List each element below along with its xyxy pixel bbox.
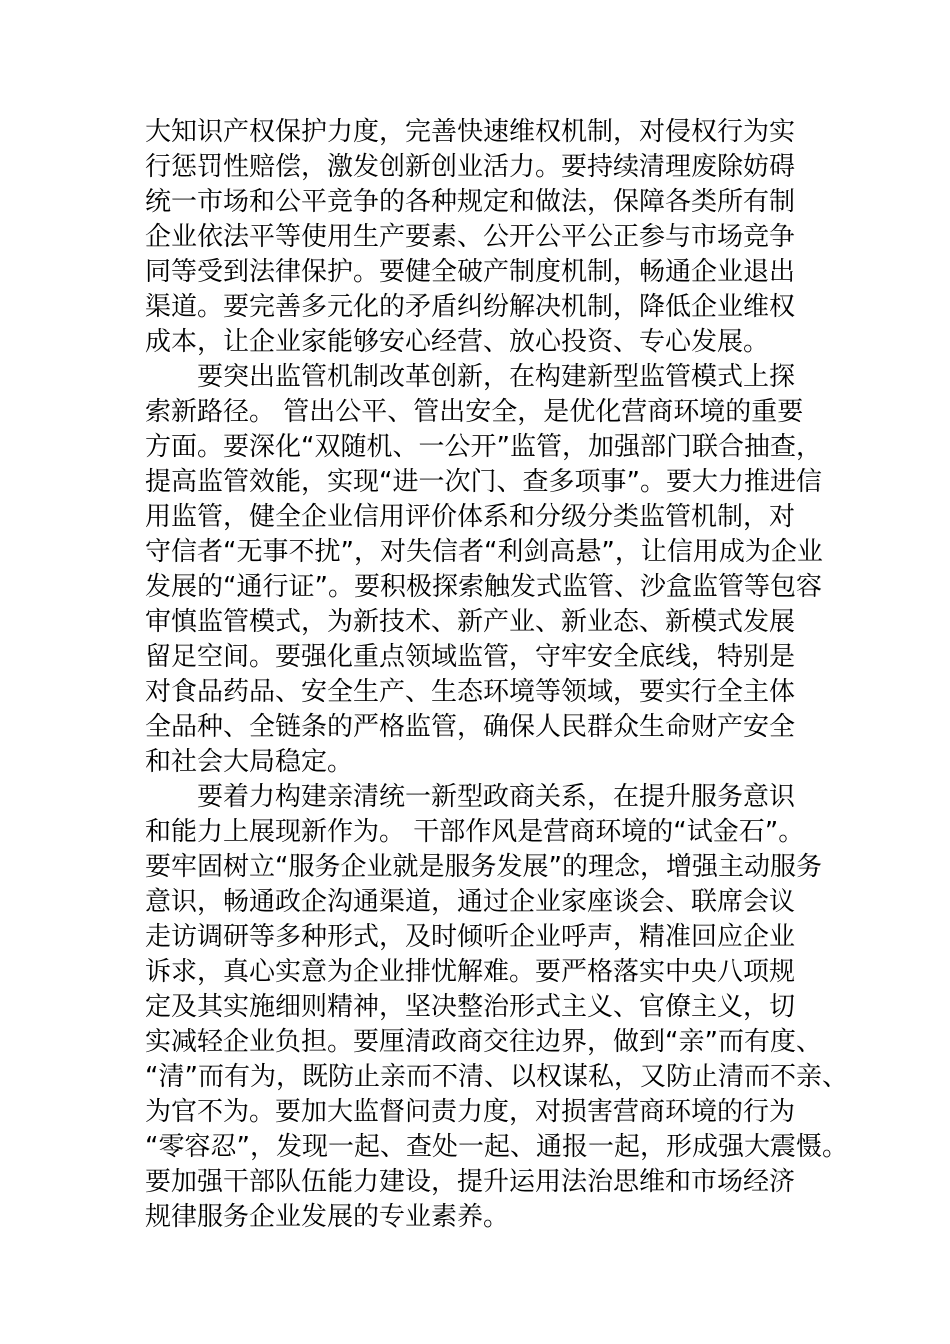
text-line: 要牢固树立“服务企业就是服务发展”的理念，增强主动服务 xyxy=(145,852,822,882)
text-line: “零容忍”，发现一起、查处一起、通报一起，形成强大震慑。 xyxy=(145,1132,848,1162)
text-line: 大知识产权保护力度，完善快速维权机制，对侵权行为实 xyxy=(145,117,796,147)
text-line: 留足空间。要强化重点领域监管，守牢安全底线，特别是 xyxy=(145,642,796,672)
text-line: 守信者“无事不扰”，对失信者“利剑高悬”，让信用成为企业 xyxy=(145,537,823,567)
text-line: 行惩罚性赔偿，激发创新创业活力。要持续清理废除妨碍 xyxy=(145,152,796,182)
text-line: 索新路径。 管出公平、管出安全，是优化营商环境的重要 xyxy=(145,397,804,427)
text-line: 和能力上展现新作为。 干部作风是营商环境的“试金石”。 xyxy=(145,817,805,847)
text-line: 成本，让企业家能够安心经营、放心投资、专心发展。 xyxy=(145,327,770,357)
text-line: 渠道。要完善多元化的矛盾纠纷解决机制，降低企业维权 xyxy=(145,292,796,322)
text-line: 和社会大局稳定。 xyxy=(145,747,354,777)
text-line: 发展的“通行证”。要积极探索触发式监管、沙盒监管等包容 xyxy=(145,572,822,602)
text-line: 企业依法平等使用生产要素、公开公平公正参与市场竞争 xyxy=(145,222,796,252)
text-line: 用监管，健全企业信用评价体系和分级分类监管机制，对 xyxy=(145,502,796,532)
text-line: 对食品药品、安全生产、生态环境等领域，要实行全主体 xyxy=(145,677,796,707)
paragraph-government-business-relations xyxy=(145,780,848,1235)
text-line: 统一市场和公平竞争的各种规定和做法，保障各类所有制 xyxy=(145,187,796,217)
text-line: 定及其实施细则精神，坚决整治形式主义、官僚主义，切 xyxy=(145,992,796,1022)
text-line: 意识，畅通政企沟通渠道，通过企业家座谈会、联席会议 xyxy=(145,887,796,917)
paragraph-ip-protection xyxy=(145,115,817,360)
text-line: 同等受到法律保护。要健全破产制度机制，畅通企业退出 xyxy=(145,257,796,287)
text-line: 全品种、全链条的严格监管，确保人民群众生命财产安全 xyxy=(145,712,796,742)
text-line: 提高监管效能，实现“进一次门、查多项事”。要大力推进信 xyxy=(145,467,822,497)
document-body xyxy=(145,115,848,1235)
text-line: 为官不为。要加大监督问责力度，对损害营商环境的行为 xyxy=(145,1097,796,1127)
paragraph-regulation-reform xyxy=(145,360,823,780)
text-line: 实减轻企业负担。要厘清政商交往边界，做到“亲”而有度、 xyxy=(145,1027,822,1057)
text-line: 方面。要深化“双随机、一公开”监管，加强部门联合抽查， xyxy=(145,432,822,462)
text-line: “清”而有为，既防止亲而不清、以权谋私，又防止清而不亲、 xyxy=(145,1062,848,1092)
text-line: 走访调研等多种形式，及时倾听企业呼声，精准回应企业 xyxy=(145,922,796,952)
text-line: 要着力构建亲清统一新型政商关系，在提升服务意识 xyxy=(197,782,796,812)
text-line: 要突出监管机制改革创新，在构建新型监管模式上探 xyxy=(197,362,796,392)
text-line: 规律服务企业发展的专业素养。 xyxy=(145,1202,510,1232)
text-line: 审慎监管模式，为新技术、新产业、新业态、新模式发展 xyxy=(145,607,796,637)
text-line: 要加强干部队伍能力建设，提升运用法治思维和市场经济 xyxy=(145,1167,796,1197)
text-line: 诉求，真心实意为企业排忧解难。要严格落实中央八项规 xyxy=(145,957,796,987)
